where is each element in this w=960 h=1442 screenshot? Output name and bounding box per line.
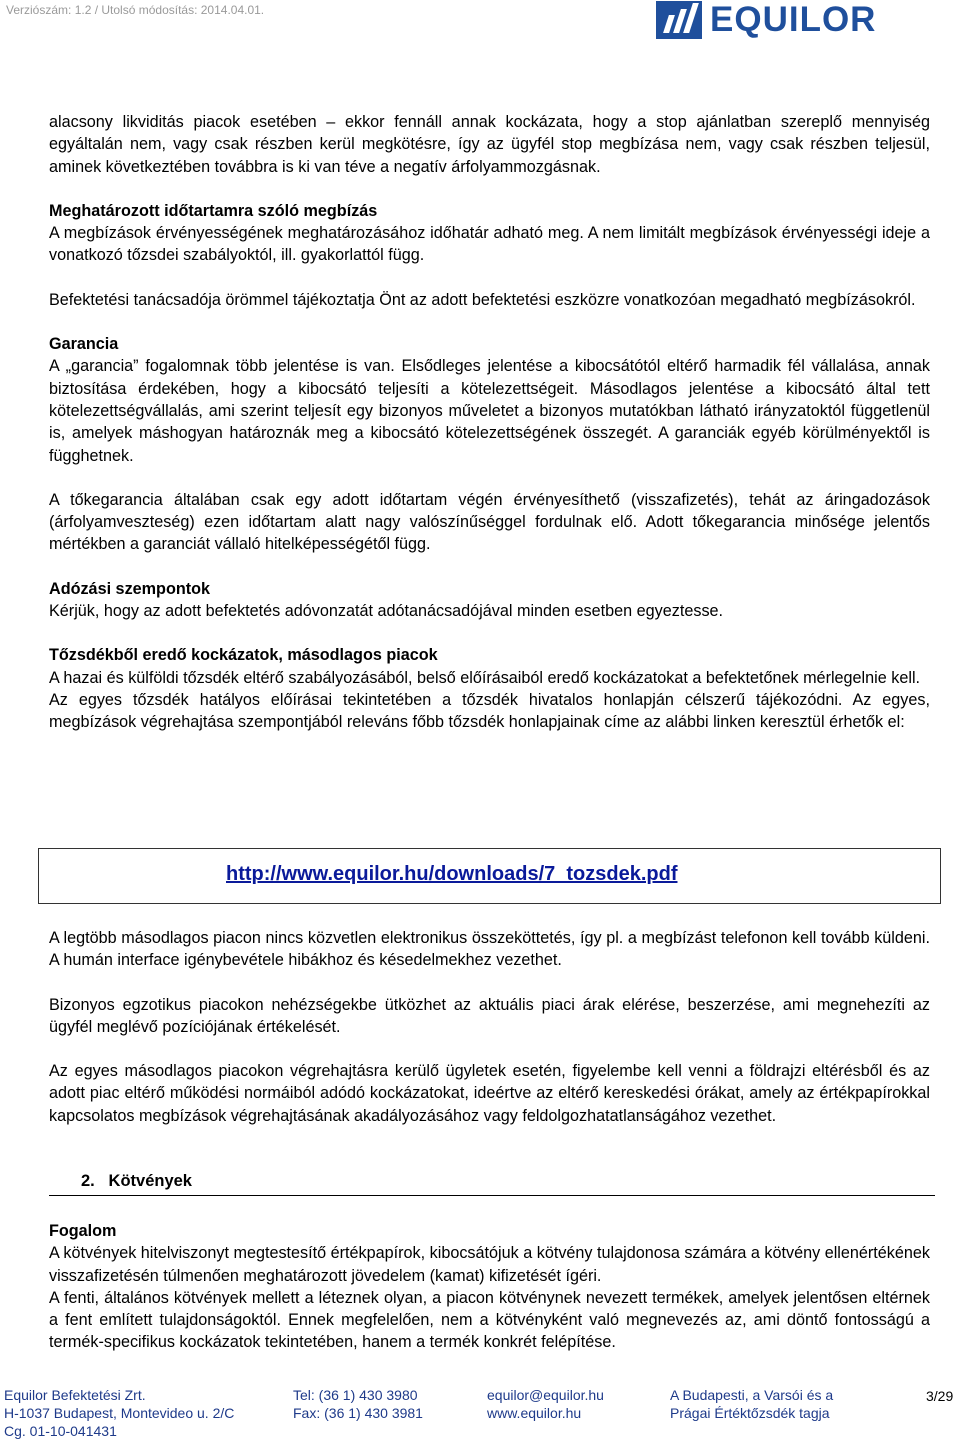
text-block-1: [49, 111, 930, 734]
version-info: Verziószám: 1.2 / Utolsó módosítás: 2014.04.01.: [6, 3, 265, 17]
paragraph: Kérjük, hogy az adott befektetés adóvonzatát adótanácsadójával minden esetben egyeztesse.: [49, 602, 724, 621]
paragraph: A kötvények hitelviszonyt megtestesítő értékpapírok, kibocsátójuk a kötvény tulajdonosa számára a kötvény ellenértékének visszafizetésén túlmenően meghatározott jövedelem (kamat) kifizetését ígéri.: [49, 1244, 930, 1285]
logo-text: EQUILOR: [710, 0, 877, 39]
paragraph: alacsony likviditás piacok esetében – ekkor fennáll annak kockázata, hogy a stop ajánlatban szereplő mennyiség egyáltalán nem, vagy csak részben kerül megkötésre, így az ügyfél stop megbízása nem, vagy csak részben teljesül, aminek következtében továbbra is ki van téve a negatív árfolyammozgásnak.: [49, 113, 930, 176]
paragraph: A fenti, általános kötvények mellett a léteznek olyan, a piacon kötvénynek nevezett termékek, amelyek jelentősen eltérnek a fent említett tulajdonságoktól. Ennek megfelelően, nem a kötvényként való megnevezés az, ami döntő fontosságú a termék-specifikus kockázatok tekintetében, hanem a termék konkrét felépítése.: [49, 1288, 930, 1352]
section-title: Kötvények: [108, 1172, 192, 1190]
footer-fax: Fax: (36 1) 430 3981: [293, 1405, 423, 1421]
footer-member-line2: Prágai Értéktőzsdék tagja: [670, 1405, 830, 1421]
section-heading: [81, 1172, 192, 1191]
footer-web[interactable]: www.equilor.hu: [487, 1405, 582, 1421]
footer-company: [4, 1386, 234, 1440]
text-block-3: [49, 1220, 930, 1354]
footer-phone: [293, 1386, 423, 1422]
heading-meghatarozott: Meghatározott időtartamra szóló megbízás: [49, 201, 378, 220]
section-number: 2.: [81, 1172, 95, 1190]
heading-garancia: Garancia: [49, 335, 119, 354]
link-box: [38, 848, 941, 904]
paragraph: A „garancia” fogalomnak több jelentése is van. Elsődleges jelentése a kibocsátótól eltérő harmadik fél vállalása, annak biztosítása érdekében, hogy a kibocsátó teljesíti a kötelezettségeit. Másodlagos jelentése a kibocsátó által tett kötelezettségvállalás, ami szerint teljesít egy bizonyos műveletet a bizonyos mutatókban látható irányzatoktól függetlenül is, amelyek máshogyan határoznák meg a kibocsátó kötelezettségének összegét. A garanciák egyéb körülményektől is függhetnek.: [49, 357, 930, 465]
heading-tozsdekbol: Tőzsdékből eredő kockázatok, másodlagos piacok: [49, 646, 438, 665]
paragraph: Az egyes másodlagos piacokon végrehajtásra kerülő ügyletek esetén, figyelembe kell venni a földrajzi eltérésből és az adott piac eltérő működési normáiból adódó kockázatokat, ideértve az eltérő kereskedési órákat, amely az értékpapírokkal kapcsolatos megbízások végrehajtásának akadályozásához vagy feldolgozhatatlanságához vezethet.: [49, 1062, 930, 1125]
footer-contact: [487, 1386, 604, 1422]
equilor-logo: [656, 0, 946, 40]
heading-adozasi: Adózási szempontok: [49, 579, 210, 598]
footer-email[interactable]: equilor@equilor.hu: [487, 1387, 604, 1403]
footer-tel: Tel: (36 1) 430 3980: [293, 1387, 418, 1403]
page-number: 3/29: [926, 1388, 954, 1404]
heading-fogalom: Fogalom: [49, 1222, 117, 1240]
equilor-logo-mark-icon: [656, 1, 702, 39]
footer-member-line1: A Budapesti, a Varsói és a: [670, 1387, 834, 1403]
paragraph: A megbízások érvényességének meghatározásához időhatár adható meg. A nem limitált megbízások érvényességi ideje a vonatkozó tőzsdei szabályoktól, ill. gyakorlattól függ.: [49, 224, 930, 265]
footer-registration: Cg. 01-10-041431: [4, 1423, 117, 1439]
section-divider: [49, 1195, 935, 1196]
paragraph: Befektetési tanácsadója örömmel tájékoztatja Önt az adott befektetési eszközre vonatkozóan megadható megbízásokról.: [49, 290, 916, 309]
paragraph: A legtöbb másodlagos piacon nincs közvetlen elektronikus összeköttetés, így pl. a megbízást telefonon kell tovább küldeni. A humán interface igénybevétele hibákhoz és késedelmekhez vezethet.: [49, 929, 930, 970]
footer-address: H-1037 Budapest, Montevideo u. 2/C: [4, 1405, 235, 1421]
footer-membership: [670, 1386, 833, 1422]
footer-company-name: Equilor Befektetési Zrt.: [4, 1387, 146, 1403]
paragraph: Az egyes tőzsdék hatályos előírásai tekintetében a tőzsdék hivatalos honlapján célszerű tájékozódni. Az egyes, megbízások végrehajtása szempontjából releváns főbb tőzsdék honlapjainak címe az alábbi linken keresztül érhetők el:: [49, 690, 930, 732]
paragraph: A tőkegarancia általában csak egy adott időtartam végén érvényesíthető (visszafizetés), tehát az áringadozások (árfolyamveszteség) ezen időtartam alatt nagy valószínűséggel fordulnak elő. Adott tőkegarancia minősége jelentős mértékben a garanciát vállaló hitelképességétől függ.: [49, 490, 930, 554]
tozsdek-link[interactable]: http://www.equilor.hu/downloads/7_tozsdek.pdf: [226, 863, 678, 885]
paragraph: Bizonyos egzotikus piacokon nehézségekbe ütközhet az aktuális piaci árak elérése, beszerzése, ami megnehezíti az ügyfél meglévő pozíciójának értékelését.: [49, 995, 930, 1036]
text-block-2: [49, 927, 930, 1127]
paragraph: A hazai és külföldi tőzsdék eltérő szabályozásából, belső előírásaiból eredő kockázatokat a befektetőnek mérlegelnie kell.: [49, 668, 921, 687]
